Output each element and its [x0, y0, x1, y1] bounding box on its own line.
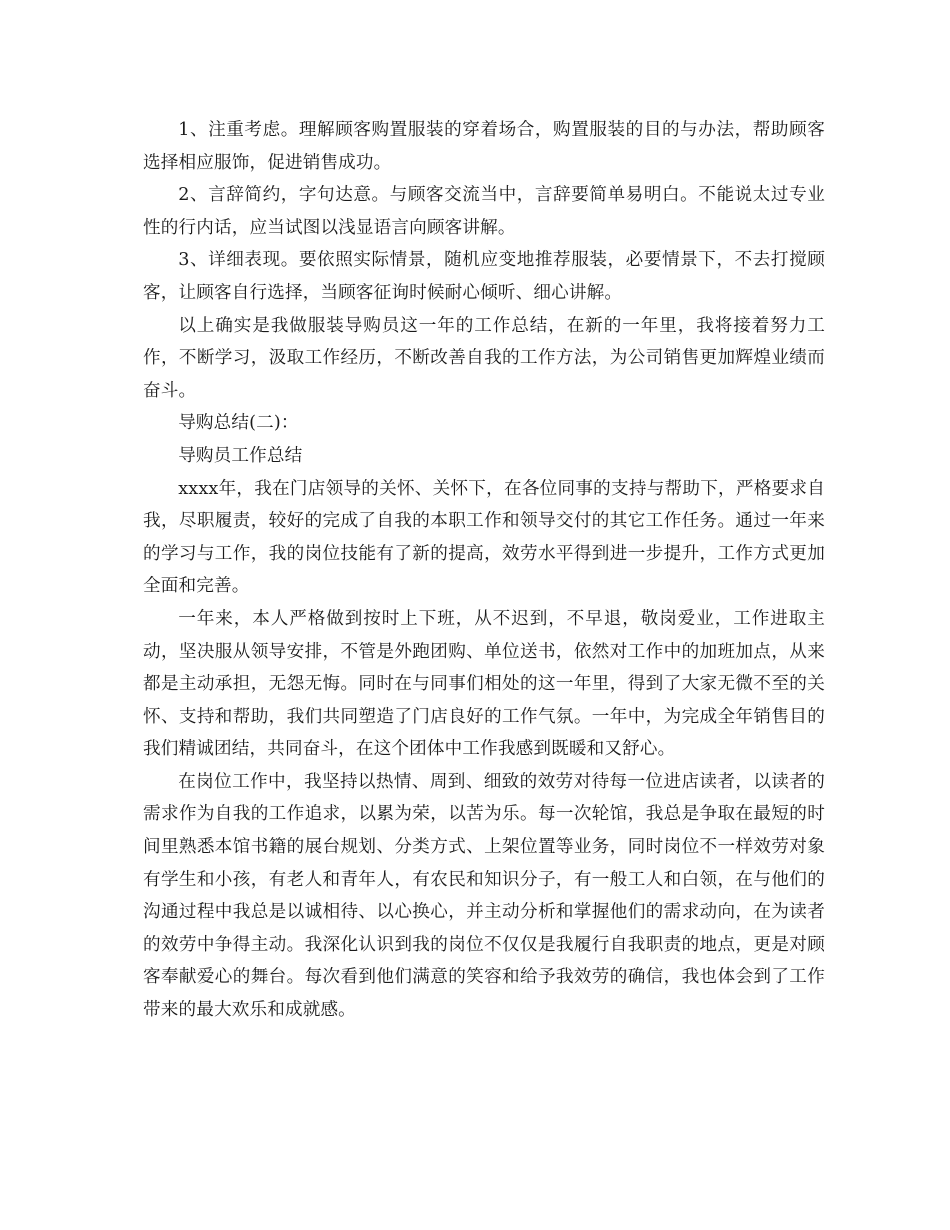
- paragraph-detailed-performance: 3、详细表现。要依照实际情景，随机应变地推荐服装，必要情景下，不去打搅顾客，让顾客自行选择，当顾客征询时候耐心倾听、细心讲解。: [143, 250, 825, 303]
- section-title-work-summary: 导购员工作总结: [178, 445, 303, 466]
- document-body: [143, 114, 825, 1027]
- paragraph-concise-speech: 2、言辞简约，字句达意。与顾客交流当中，言辞要简单易明白。不能说太过专业性的行内话，应当试图以浅显语言向顾客讲解。: [143, 185, 825, 238]
- paragraph-attendance-teamwork: 一年来，本人严格做到按时上下班，从不迟到，不早退，敬岗爱业，工作进取主动，坚决服从领导安排，不管是外跑团购、单位送书，依然对工作中的加班加点，从来都是主动承担，无怨无悔。同时在与同事们相处的这一年里，得到了大家无微不至的关怀、支持和帮助，我们共同塑造了门店良好的工作气氛。一年中，为完成全年销售目的我们精诚团结，共同奋斗，在这个团体中工作我感到既暖和又舒心。: [143, 608, 825, 760]
- paragraph-service-attitude: 在岗位工作中，我坚持以热情、周到、细致的效劳对待每一位进店读者，以读者的需求作为自我的工作追求，以累为荣，以苦为乐。每一次轮馆，我总是争取在最短的时间里熟悉本馆书籍的展台规划、分类方式、上架位置等业务，同时岗位不一样效劳对象有学生和小孩，有老人和青年人，有农民和知识分子，有一般工人和白领，在与他们的沟通过程中我总是以诚相待、以心换心，并主动分析和掌握他们的需求动向，在为读者的效劳中争得主动。我深化认识到我的岗位不仅仅是我履行自我职责的地点，更是对顾客奉献爱心的舞台。每次看到他们满意的笑容和给予我效劳的确信，我也体会到了工作带来的最大欢乐和成就感。: [143, 771, 825, 1021]
- paragraph-year-overview: xxxx年，我在门店领导的关怀、关怀下，在各位同事的支持与帮助下，严格要求自我，尽职履责，较好的完成了自我的本职工作和领导交付的其它工作任务。通过一年来的学习与工作，我的岗位技能有了新的提高，效劳水平得到进一步提升，工作方式更加全面和完善。: [143, 478, 825, 597]
- paragraph-consideration: 1、注重考虑。理解顾客购置服装的穿着场合，购置服装的目的与办法，帮助顾客选择相应服饰，促进销售成功。: [143, 120, 825, 173]
- section-heading-summary-two: 导购总结(二)：: [178, 413, 299, 434]
- paragraph-summary-closing: 以上确实是我做服装导购员这一年的工作总结，在新的一年里，我将接着努力工作，不断学习，汲取工作经历，不断改善自我的工作方法，为公司销售更加辉煌业绩而奋斗。: [143, 315, 825, 401]
